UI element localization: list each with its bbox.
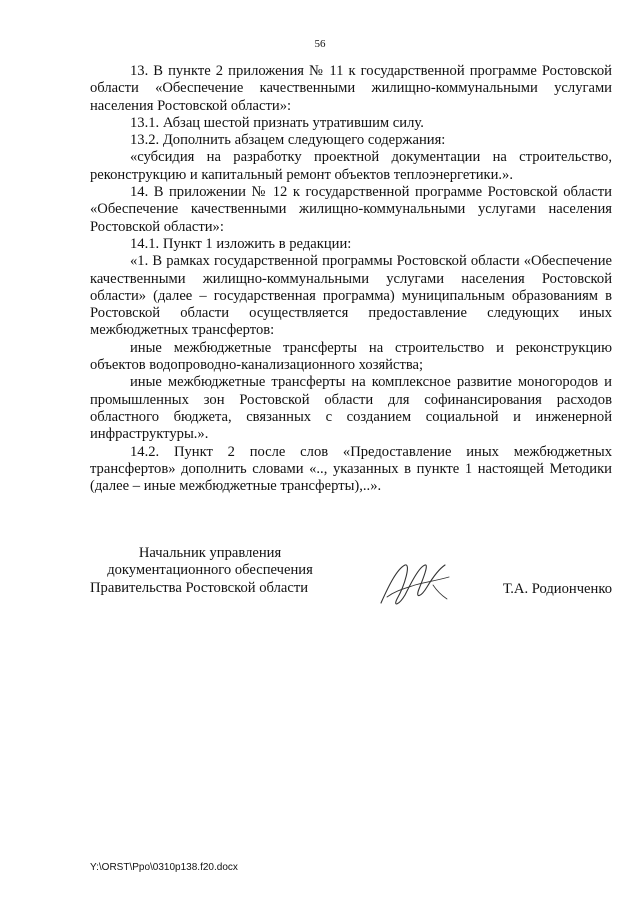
paragraph-14-1: 14.1. Пункт 1 изложить в редакции:: [130, 235, 352, 252]
signatory-title-line: Начальник управления: [138, 545, 282, 561]
file-path-footer: Y:\ORST\Ppo\0310p138.f20.docx: [90, 862, 238, 873]
signer-name: Т.А. Родионченко: [502, 581, 612, 597]
paragraph-transfer-water: иные межбюджетные трансферты на строительство и реконструкцию объектов водопроводно-канализационного хозяйства;: [90, 339, 612, 374]
signatory-title: [90, 545, 330, 597]
paragraph-item-1-quote: «1. В рамках государственной программы Ростовской области «Обеспечение качественными жилищно-коммунальными услугами населения Ростовской области» (далее – государственная программа) муниципальным образованиям в Ростовской области осуществляется предоставление следующих иных межбюджетных трансфертов:: [90, 253, 612, 339]
handwritten-signature: [375, 555, 455, 615]
paragraph-14: 14. В приложении № 12 к государственной программе Ростовской области «Обеспечение качественными жилищно-коммунальными услугами населения Ростовской области»:: [90, 184, 612, 235]
paragraph-13-1: 13.1. Абзац шестой признать утратившим силу.: [130, 114, 424, 131]
paragraph-13: 13. В пункте 2 приложения № 11 к государственной программе Ростовской области «Обеспечение качественными жилищно-коммунальными услугами населения Ростовской области»:: [90, 63, 612, 114]
paragraph-subsidy-quote: «субсидия на разработку проектной документации на строительство, реконструкцию и капитальный ремонт объектов теплоэнергетики.».: [90, 149, 612, 183]
document-body: [90, 63, 612, 495]
signature-block: [90, 545, 612, 615]
paragraph-13-2: 13.2. Дополнить абзацем следующего содержания:: [130, 132, 446, 149]
signatory-title-line: документационного обеспечения: [107, 562, 313, 579]
paragraph-transfer-monotowns: иные межбюджетные трансферты на комплексное развитие моногородов и промышленных зон Ростовской области для софинансирования расходов областного бюджета, связанных с созданием социальной и инженерной инфраструктуры.».: [90, 374, 612, 443]
page-number: 56: [314, 38, 326, 50]
paragraph-14-2: 14.2. Пункт 2 после слов «Предоставление иных межбюджетных трансфертов» дополнить словами «.., указанных в пункте 1 настоящей Методики (далее – иные межбюджетные трансферты),..».: [90, 443, 612, 495]
signatory-title-line: Правительства Ростовской области: [90, 579, 309, 596]
